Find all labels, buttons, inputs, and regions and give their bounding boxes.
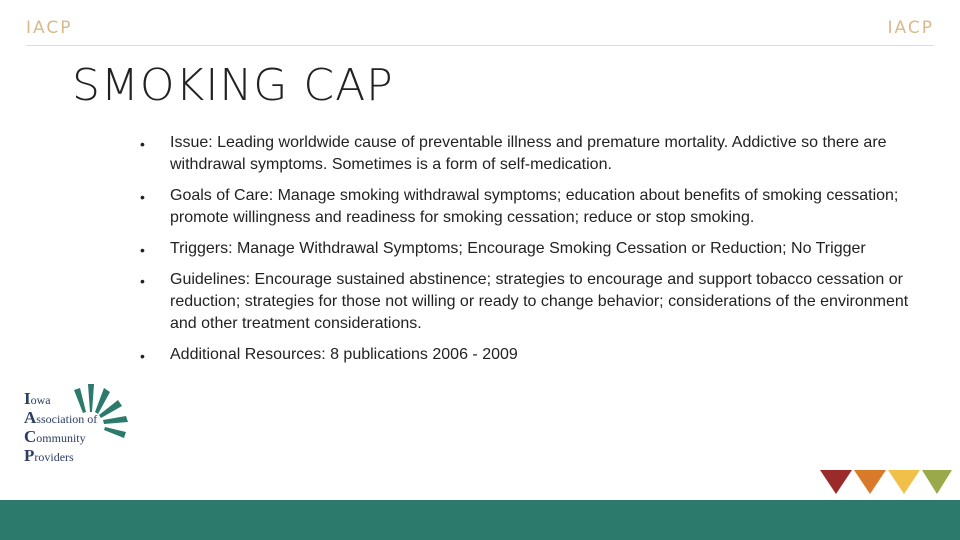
- bullet-dot-icon: •: [140, 189, 145, 205]
- header-rule: [26, 45, 934, 46]
- brand-left: IACP: [26, 18, 73, 38]
- triangle-yellow-icon: [888, 470, 920, 494]
- bullet-triggers: [140, 238, 930, 260]
- decorative-triangles: [820, 470, 952, 496]
- bullet-issue: [140, 132, 930, 176]
- bullet-goals-of-care: [140, 185, 930, 229]
- bullet-list: [140, 132, 930, 375]
- bullet-text: Issue: Leading worldwide cause of preventable illness and premature mortality. Addictive so there are withdrawal symptoms. Sometimes is a form of self-medication.: [170, 134, 887, 173]
- brand-right: IACP: [887, 18, 934, 38]
- bullet-dot-icon: •: [140, 273, 145, 289]
- triangle-orange-icon: [854, 470, 886, 494]
- footer-bar: [0, 500, 960, 540]
- triangle-olive-icon: [922, 470, 952, 494]
- logo-wordmark: Iowa Association of Community Providers: [24, 389, 98, 465]
- bullet-dot-icon: •: [140, 348, 145, 364]
- bullet-text: Guidelines: Encourage sustained abstinence; strategies to encourage and support tobacco cessation or reduction; strategies for those not willing or ready to change behavior; considerations of the environment and other treatment considerations.: [170, 271, 909, 332]
- bullet-text: Goals of Care: Manage smoking withdrawal symptoms; education about benefits of smoking cessation; promote willingness and readiness for smoking cessation; reduce or stop smoking.: [170, 187, 899, 226]
- triangle-red-icon: [820, 470, 852, 494]
- bullet-text: Additional Resources: 8 publications 2006 - 2009: [170, 346, 518, 363]
- bullet-additional-resources: [140, 344, 930, 366]
- slide-title: SMOKING CAP: [72, 60, 394, 111]
- bullet-guidelines: [140, 269, 930, 335]
- bullet-dot-icon: •: [140, 136, 145, 152]
- bullet-dot-icon: •: [140, 242, 145, 258]
- bullet-text: Triggers: Manage Withdrawal Symptoms; Encourage Smoking Cessation or Reduction; No Trigger: [170, 240, 866, 257]
